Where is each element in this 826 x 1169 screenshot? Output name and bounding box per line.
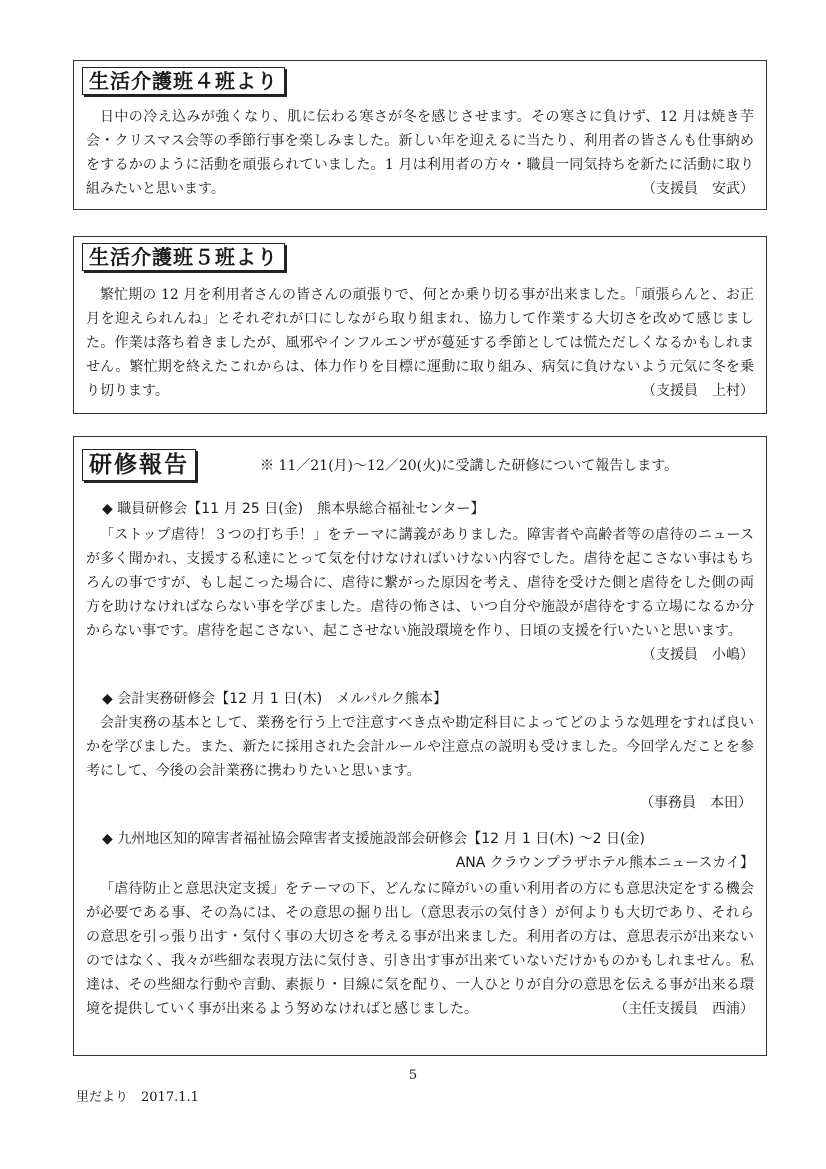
training-item-1-body	[86, 523, 754, 667]
training-note: ※ 11／21(月)～12／20(火)に受講した研修について報告します。	[260, 458, 679, 474]
section-1-title: 生活介護班４班より	[82, 67, 285, 95]
section-1-body	[86, 105, 754, 201]
page-number: 5	[408, 1068, 418, 1083]
training-item-3-heading: ◆ 九州地区知的障害者福祉協会障害者支援施設部会研修会【12 月 1 日(木) ～2 日(金)	[102, 831, 645, 847]
section-1-text: 日中の冷え込みが強くなり、肌に伝わる寒さが冬を感じさせます。その寒さに負けず、12 月は焼き芋会・クリスマス会等の季節行事を楽しみました。新しい年を迎えるに当たり、利用者の皆さんも仕事納めをするかのように活動を頑張られていました。1 月は利用者の方々・職員一同気持ちを新たに活動に取り組みたいと思います。	[86, 109, 754, 197]
training-item-3-body	[86, 877, 754, 1021]
training-item-2-body	[86, 711, 754, 783]
training-title: 研修報告	[82, 449, 196, 481]
training-item-3-text: 「虐待防止と意思決定支援」をテーマの下、どんなに障がいの重い利用者の方にも意思決定をする機会が必要である事、その為には、その意思の掘り出し（意思表示の気付き）が何よりも大切であり、それらの意思を引っ張り出す・気付く事の大切さを考える事が出来ました。利用者の方は、意思表示が出来ないのではなく、我々が些細な表現方法に気付き、引き出す事が出来ていないだけかものかもしれません。私達は、その些細な行動や言動、素振り・目線に気を配り、一人ひとりが自分の意思を伝える事が出来る環境を提供していく事が出来るよう努めなければと感じました。	[86, 881, 754, 1017]
training-item-1-signature: （支援員 小嶋）	[642, 647, 754, 663]
section-2-body	[86, 283, 754, 403]
section-1-signature: （支援員 安武）	[642, 181, 754, 197]
section-2-text: 繁忙期の 12 月を利用者さんの皆さんの頑張りで、何とか乗り切る事が出来ました。「頑張らんと、お正月を迎えられんね」とそれぞれが口にしながら取り組まれ、協力して作業する大切さを改めて感じました。作業は落ち着きましたが、風邪やインフルエンザが蔓延する季節としては慌ただしくなるかもしれません。繁忙期を終えたこれからは、体力作りを目標に運動に取り組み、病気に負けないよう元気に冬を乗り切ります。	[86, 287, 754, 399]
training-item-2-heading: ◆ 会計実務研修会【12 月 1 日(木) メルパルク熊本】	[102, 691, 447, 707]
section-2-signature: （支援員 上村）	[642, 383, 754, 399]
training-item-2-text: 会計実務の基本として、業務を行う上で注意すべき点や勘定科目によってどのような処理をすれば良いかを学びました。また、新たに採用された会計ルールや注意点の説明も受けました。今回学んだことを参考にして、今後の会計業務に携わりたいと思います。	[86, 715, 754, 779]
training-box	[73, 436, 767, 1056]
section-1-box	[73, 60, 767, 210]
training-item-2-signature: （事務員 本田）	[640, 795, 752, 811]
section-2-title: 生活介護班５班より	[82, 243, 285, 271]
section-2-box	[73, 236, 767, 414]
training-item-1-heading: ◆ 職員研修会【11 月 25 日(金) 熊本県総合福祉センター】	[102, 501, 485, 517]
training-item-1-text: 「ストップ虐待！３つの打ち手！」をテーマに講義がありました。障害者や高齢者等の虐待のニュースが多く聞かれ、支援する私達にとって気を付けなければいけない内容でした。虐待を起こさない事はもちろんの事ですが、もし起こった場合に、虐待に繋がった原因を考え、虐待を受けた側と虐待をした側の両方を助けなければならない事を学びました。虐待の怖さは、いつ自分や施設が虐待をする立場になるか分からない事です。虐待を起こさない、起こさせない施設環境を作り、日頃の支援を行いたいと思います。	[86, 527, 754, 639]
training-item-3-signature: （主任支援員 西浦）	[614, 1001, 754, 1017]
training-item-3-heading-2: ANA クラウンプラザホテル熊本ニュースカイ】	[455, 855, 754, 871]
footer: 里だより 2017.1.1	[76, 1090, 199, 1105]
